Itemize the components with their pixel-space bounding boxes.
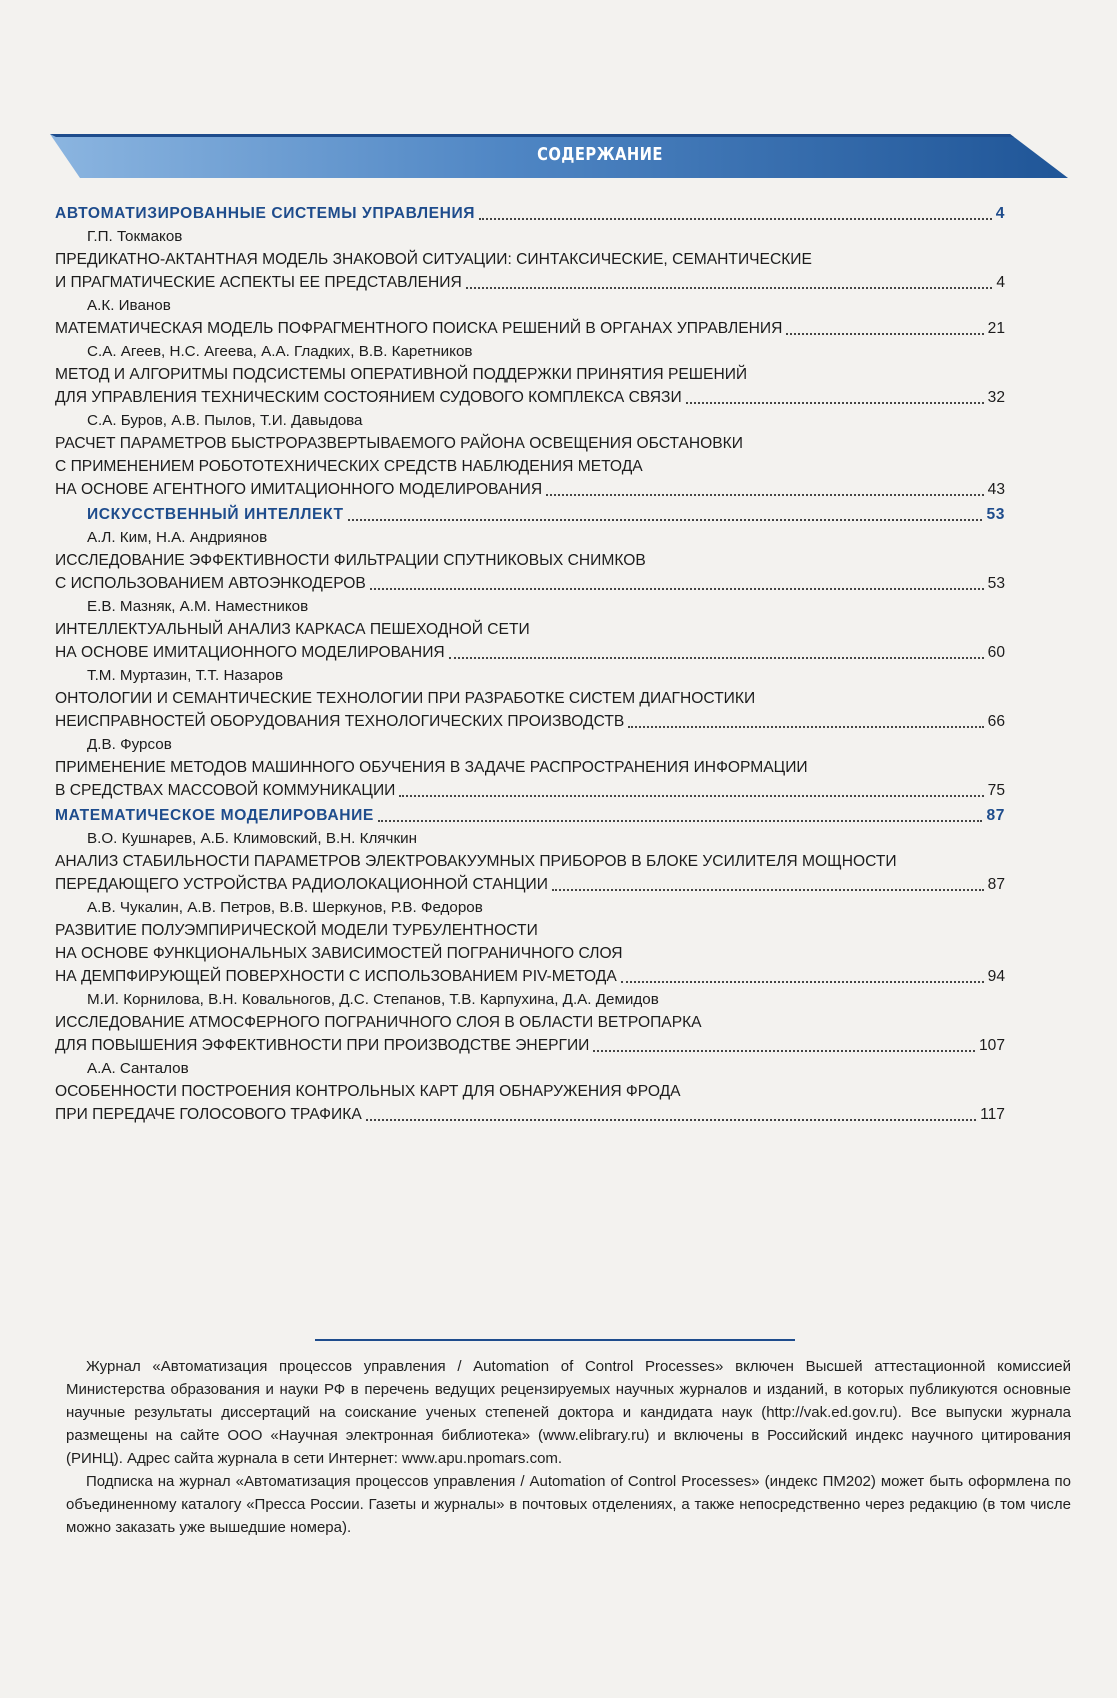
article-title: ПРИ ПЕРЕДАЧЕ ГОЛОСОВОГО ТРАФИКА — [55, 1106, 362, 1123]
dot-leader — [399, 794, 983, 797]
dot-leader — [628, 725, 983, 728]
article-page-number: 4 — [996, 274, 1005, 291]
article-authors: Е.В. Мазняк, А.М. Наместников — [87, 598, 309, 615]
article-authors: С.А. Агеев, Н.С. Агеева, А.А. Гладких, В.В. Каретников — [87, 343, 473, 360]
note-paragraph: Журнал «Автоматизация процессов управления / Automation of Control Processes» включен Высшей аттестационной комиссией Министерства образования и науки РФ в перечень ведущих рецензируемых научных журналов и изданий, в которых публикуются основные научные результаты диссертаций на соискание ученых степеней доктора и кандидата наук (http://vak.ed.gov.ru). Все выпуски журнала размещены на сайте ООО «Научная электронная библиотека» (www.elibrary.ru) и включены в Российский индекс научного цитирования (РИНЦ). Адрес сайта журнала в сети Интернет: www.apu.npomars.com. — [66, 1358, 1071, 1467]
article-title-line — [55, 386, 1005, 409]
article-title: ДЛЯ УПРАВЛЕНИЯ ТЕХНИЧЕСКИМ СОСТОЯНИЕМ СУДОВОГО КОМПЛЕКСА СВЯЗИ — [55, 389, 682, 406]
article-title-line — [55, 919, 1005, 942]
article-title-line — [55, 965, 1005, 988]
article-page-number: 32 — [987, 389, 1005, 406]
dot-leader — [686, 401, 984, 404]
article-title: МАТЕМАТИЧЕСКАЯ МОДЕЛЬ ПОФРАГМЕНТНОГО ПОИСКА РЕШЕНИЙ В ОРГАНАХ УПРАВЛЕНИЯ — [55, 320, 783, 337]
article-title: И ПРАГМАТИЧЕСКИЕ АСПЕКТЫ ЕЕ ПРЕДСТАВЛЕНИЯ — [55, 274, 462, 291]
dot-leader — [466, 286, 993, 289]
article-authors: А.А. Санталов — [87, 1060, 189, 1077]
article-title: РАСЧЕТ ПАРАМЕТРОВ БЫСТРОРАЗВЕРТЫВАЕМОГО РАЙОНА ОСВЕЩЕНИЯ ОБСТАНОВКИ — [55, 435, 743, 452]
article-page-number: 87 — [987, 876, 1005, 893]
article-title-line — [55, 1080, 1005, 1103]
table-of-contents — [55, 200, 1005, 1126]
article-title: ОНТОЛОГИИ И СЕМАНТИЧЕСКИЕ ТЕХНОЛОГИИ ПРИ РАЗРАБОТКЕ СИСТЕМ ДИАГНОСТИКИ — [55, 690, 756, 707]
article-authors: А.К. Иванов — [87, 297, 171, 314]
article-page-number: 94 — [987, 968, 1005, 985]
article-title: ИССЛЕДОВАНИЕ АТМОСФЕРНОГО ПОГРАНИЧНОГО СЛОЯ В ОБЛАСТИ ВЕТРОПАРКА — [55, 1014, 702, 1031]
article-page-number: 75 — [987, 782, 1005, 799]
article-title: ПРЕДИКАТНО-АКТАНТНАЯ МОДЕЛЬ ЗНАКОВОЙ СИТУАЦИИ: СИНТАКСИЧЕСКИЕ, СЕМАНТИЧЕСКИЕ — [55, 251, 812, 268]
section-heading — [55, 202, 1005, 225]
article-title-line — [55, 850, 1005, 873]
article-page-number: 66 — [987, 713, 1005, 730]
article-title-line — [55, 1011, 1005, 1034]
article-title: С ИСПОЛЬЗОВАНИЕМ АВТОЭНКОДЕРОВ — [55, 575, 366, 592]
article-title-line — [55, 455, 1005, 478]
dot-leader — [348, 518, 983, 521]
section-page-number: 4 — [995, 205, 1005, 222]
article-title: С ПРИМЕНЕНИЕМ РОБОТОТЕХНИЧЕСКИХ СРЕДСТВ НАБЛЮДЕНИЯ МЕТОДА — [55, 458, 643, 475]
article-authors: С.А. Буров, А.В. Пылов, Т.И. Давыдова — [87, 412, 363, 429]
section-page-number: 87 — [986, 807, 1005, 824]
article-authors: Д.В. Фурсов — [87, 736, 172, 753]
article-authors: М.И. Корнилова, В.Н. Ковальногов, Д.С. Степанов, Т.В. Карпухина, Д.А. Демидов — [87, 991, 659, 1008]
article-title: ПРИМЕНЕНИЕ МЕТОДОВ МАШИННОГО ОБУЧЕНИЯ В ЗАДАЧЕ РАСПРОСТРАНЕНИЯ ИНФОРМАЦИИ — [55, 759, 808, 776]
dot-leader — [552, 888, 984, 891]
dot-leader — [621, 980, 984, 983]
article-title: НА ОСНОВЕ ФУНКЦИОНАЛЬНЫХ ЗАВИСИМОСТЕЙ ПОГРАНИЧНОГО СЛОЯ — [55, 945, 623, 962]
article-authors: В.О. Кушнарев, А.Б. Климовский, В.Н. Клячкин — [87, 830, 417, 847]
article-title-line — [55, 317, 1005, 340]
article-title-line — [55, 478, 1005, 501]
contents-banner — [50, 134, 1070, 180]
article-title-line — [55, 271, 1005, 294]
article-authors: Т.М. Муртазин, Т.Т. Назаров — [87, 667, 284, 684]
article-authors: А.В. Чукалин, А.В. Петров, В.В. Шеркунов, Р.В. Федоров — [87, 899, 483, 916]
article-title: НА ОСНОВЕ ИМИТАЦИОННОГО МОДЕЛИРОВАНИЯ — [55, 644, 445, 661]
article-title: НЕИСПРАВНОСТЕЙ ОБОРУДОВАНИЯ ТЕХНОЛОГИЧЕСКИХ ПРОИЗВОДСТВ — [55, 713, 625, 730]
journal-note — [66, 1355, 1071, 1539]
article-title-line — [55, 641, 1005, 664]
article-title: ДЛЯ ПОВЫШЕНИЯ ЭФФЕКТИВНОСТИ ПРИ ПРОИЗВОДСТВЕ ЭНЕРГИИ — [55, 1037, 590, 1054]
contents-title: СОДЕРЖАНИЕ — [537, 144, 663, 165]
dot-leader — [378, 819, 983, 822]
dot-leader — [366, 1118, 976, 1121]
article-title-line — [55, 363, 1005, 386]
article-title-line — [55, 572, 1005, 595]
article-title-line — [55, 549, 1005, 572]
article-title: АНАЛИЗ СТАБИЛЬНОСТИ ПАРАМЕТРОВ ЭЛЕКТРОВАКУУМНЫХ ПРИБОРОВ В БЛОКЕ УСИЛИТЕЛЯ МОЩНОСТИ — [55, 853, 897, 870]
article-title-line — [55, 1034, 1005, 1057]
section-title: ИСКУССТВЕННЫЙ ИНТЕЛЛЕКТ — [87, 506, 344, 523]
article-title-line — [55, 942, 1005, 965]
article-title-line — [55, 1103, 1005, 1126]
article-page-number: 43 — [987, 481, 1005, 498]
article-title: МЕТОД И АЛГОРИТМЫ ПОДСИСТЕМЫ ОПЕРАТИВНОЙ ПОДДЕРЖКИ ПРИНЯТИЯ РЕШЕНИЙ — [55, 366, 748, 383]
dot-leader — [370, 587, 984, 590]
note-paragraph: Подписка на журнал «Автоматизация процессов управления / Automation of Control Processes» (индекс ПМ202) может быть оформлена по объединенному каталогу «Пресса России. Газеты и журналы» в почтовых отделениях, а также непосредственно через редакцию (в том числе можно заказать уже вышедшие номера). — [66, 1473, 1071, 1536]
article-title: ОСОБЕННОСТИ ПОСТРОЕНИЯ КОНТРОЛЬНЫХ КАРТ ДЛЯ ОБНАРУЖЕНИЯ ФРОДА — [55, 1083, 681, 1100]
article-title-line — [55, 432, 1005, 455]
section-heading — [55, 804, 1005, 827]
article-page-number: 21 — [987, 320, 1005, 337]
article-title-line — [55, 779, 1005, 802]
section-title: МАТЕМАТИЧЕСКОЕ МОДЕЛИРОВАНИЕ — [55, 807, 374, 824]
dot-leader — [449, 656, 984, 659]
divider-rule — [315, 1339, 795, 1341]
article-title-line — [55, 710, 1005, 733]
article-title-line — [55, 756, 1005, 779]
article-title: НА ОСНОВЕ АГЕНТНОГО ИМИТАЦИОННОГО МОДЕЛИРОВАНИЯ — [55, 481, 543, 498]
dot-leader — [479, 217, 992, 220]
article-page-number: 53 — [987, 575, 1005, 592]
article-authors: А.Л. Ким, Н.А. Андриянов — [87, 529, 268, 546]
article-authors: Г.П. Токмаков — [87, 228, 183, 245]
article-page-number: 60 — [987, 644, 1005, 661]
dot-leader — [786, 332, 983, 335]
article-title: РАЗВИТИЕ ПОЛУЭМПИРИЧЕСКОЙ МОДЕЛИ ТУРБУЛЕНТНОСТИ — [55, 922, 538, 939]
article-title: ИССЛЕДОВАНИЕ ЭФФЕКТИВНОСТИ ФИЛЬТРАЦИИ СПУТНИКОВЫХ СНИМКОВ — [55, 552, 646, 569]
article-title: ИНТЕЛЛЕКТУАЛЬНЫЙ АНАЛИЗ КАРКАСА ПЕШЕХОДНОЙ СЕТИ — [55, 621, 530, 638]
section-page-number: 53 — [986, 506, 1005, 523]
article-title: НА ДЕМПФИРУЮЩЕЙ ПОВЕРХНОСТИ С ИСПОЛЬЗОВАНИЕМ PIV-МЕТОДА — [55, 968, 617, 985]
article-title: ПЕРЕДАЮЩЕГО УСТРОЙСТВА РАДИОЛОКАЦИОННОЙ СТАНЦИИ — [55, 876, 548, 893]
article-title: В СРЕДСТВАХ МАССОВОЙ КОММУНИКАЦИИ — [55, 782, 396, 799]
article-title-line — [55, 248, 1005, 271]
section-heading — [55, 503, 1005, 526]
article-title-line — [55, 873, 1005, 896]
dot-leader — [546, 493, 984, 496]
article-page-number: 107 — [978, 1037, 1005, 1054]
article-page-number: 117 — [980, 1106, 1005, 1123]
dot-leader — [593, 1049, 975, 1052]
article-title-line — [55, 618, 1005, 641]
section-title: АВТОМАТИЗИРОВАННЫЕ СИСТЕМЫ УПРАВЛЕНИЯ — [55, 205, 476, 222]
article-title-line — [55, 687, 1005, 710]
